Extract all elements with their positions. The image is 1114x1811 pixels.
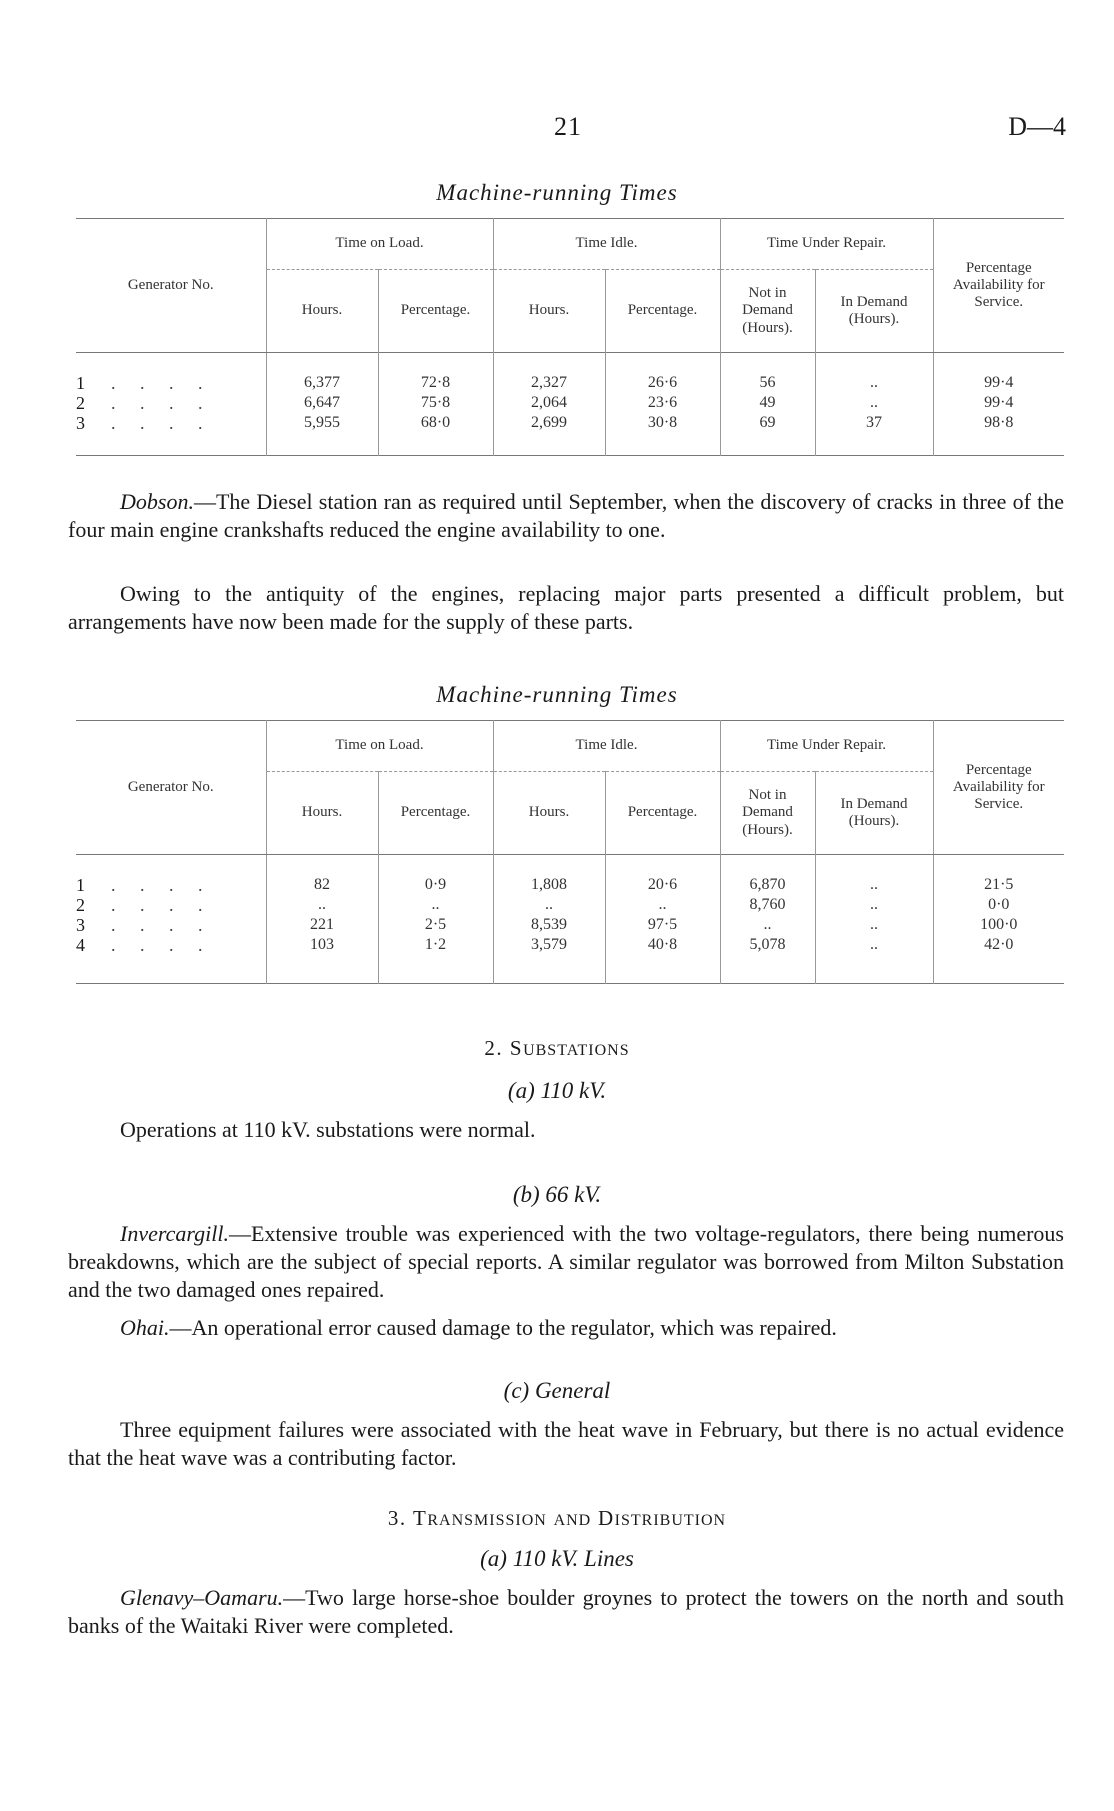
header-time-on-load: Time on Load. — [266, 219, 493, 270]
load-percentage-cell: 72·8 — [378, 373, 493, 393]
glenavy-lead: Glenavy–Oamaru. — [120, 1585, 284, 1610]
subheading-general: (c) General — [503, 1378, 611, 1403]
header-not-in-demand: Not in Demand (Hours). — [720, 270, 815, 353]
idle-hours-cell: 2,327 — [493, 373, 605, 393]
header-time-idle: Time Idle. — [493, 219, 720, 270]
machine-running-table-1 — [76, 218, 1064, 456]
in-demand-cell: 37 — [815, 413, 933, 433]
leader-dots: . . . . — [111, 875, 213, 895]
subheading-110kv: (a) 110 kV. — [507, 1078, 607, 1103]
invercargill-lead: Invercargill. — [120, 1221, 229, 1246]
table2-title: Machine-running Times — [436, 682, 678, 707]
idle-percentage-cell: .. — [605, 895, 720, 915]
idle-hours-cell: .. — [493, 895, 605, 915]
availability-cell: 100·0 — [933, 915, 1064, 935]
not-in-demand-cell: 49 — [720, 393, 815, 413]
leader-dots: . . . . — [111, 915, 213, 935]
generator-number: 1 — [76, 875, 85, 895]
leader-dots: . . . . — [111, 393, 213, 413]
dobson-paragraph-2 — [68, 580, 1064, 636]
leader-dots: . . . . — [111, 935, 213, 955]
header-time-under-repair: Time Under Repair. — [720, 721, 933, 772]
availability-cell: 99·4 — [933, 393, 1064, 413]
leader-dots: . . . . — [111, 373, 213, 393]
general-text: Three equipment failures were associated with the heat wave in February, but there is no actual evidence that the heat wave was a contributing factor. — [68, 1417, 1064, 1470]
operations-text: Operations at 110 kV. substations were normal. — [120, 1117, 536, 1142]
generator-number: 3 — [76, 413, 85, 433]
not-in-demand-cell: 6,870 — [720, 875, 815, 895]
dobson-text: —The Diesel station ran as required until September, when the discovery of cracks in three of the four main engine crankshafts reduced the engine availability to one. — [68, 489, 1064, 542]
load-hours-cell: 5,955 — [266, 413, 378, 433]
header-generator-no: Generator No. — [76, 219, 266, 353]
not-in-demand-cell: 56 — [720, 373, 815, 393]
load-percentage-cell: 68·0 — [378, 413, 493, 433]
in-demand-cell: .. — [815, 935, 933, 955]
load-percentage-cell: 75·8 — [378, 393, 493, 413]
load-hours-cell: 221 — [266, 915, 378, 935]
idle-percentage-cell: 40·8 — [605, 935, 720, 955]
section-number: 3. — [387, 1506, 407, 1530]
table-row — [76, 895, 1064, 915]
section-title-and: AND — [553, 1512, 592, 1529]
dobson-text-2: Owing to the antiquity of the engines, replacing major parts presented a difficult problem, but arrangements have now been made for the supply of these parts. — [68, 581, 1064, 634]
idle-hours-cell: 2,699 — [493, 413, 605, 433]
availability-cell: 99·4 — [933, 373, 1064, 393]
section-title-t-rest: RANSMISSION — [427, 1512, 547, 1529]
header-in-demand: In Demand (Hours). — [815, 772, 933, 855]
in-demand-cell: .. — [815, 915, 933, 935]
table1-title: Machine-running Times — [436, 180, 678, 205]
glenavy-text: —Two large horse-shoe boulder groynes to protect the towers on the north and south banks of the Waitaki River were completed. — [68, 1585, 1064, 1638]
load-hours-cell: .. — [266, 895, 378, 915]
load-percentage-cell: 0·9 — [378, 875, 493, 895]
operations-paragraph — [120, 1116, 1064, 1144]
table-row — [76, 875, 1064, 895]
invercargill-paragraph — [68, 1220, 1064, 1304]
dobson-paragraph — [68, 488, 1064, 544]
availability-cell: 0·0 — [933, 895, 1064, 915]
section-number: 2. — [484, 1036, 504, 1060]
header-availability: Percentage Availability for Service. — [933, 721, 1064, 855]
section-title-t: T — [413, 1506, 428, 1530]
idle-percentage-cell: 23·6 — [605, 393, 720, 413]
header-generator-no: Generator No. — [76, 721, 266, 855]
page-number: 21 — [554, 112, 582, 141]
availability-cell: 21·5 — [933, 875, 1064, 895]
header-in-demand: In Demand (Hours). — [815, 270, 933, 353]
table-row — [76, 935, 1064, 955]
idle-hours-cell: 2,064 — [493, 393, 605, 413]
idle-percentage-cell: 26·6 — [605, 373, 720, 393]
header-time-on-load: Time on Load. — [266, 721, 493, 772]
header-load-percentage: Percentage. — [378, 772, 493, 855]
idle-percentage-cell: 20·6 — [605, 875, 720, 895]
section-title-rest: UBSTATIONS — [523, 1042, 630, 1059]
header-idle-hours: Hours. — [493, 772, 605, 855]
in-demand-cell: .. — [815, 373, 933, 393]
load-percentage-cell: 2·5 — [378, 915, 493, 935]
header-load-hours: Hours. — [266, 772, 378, 855]
load-percentage-cell: .. — [378, 895, 493, 915]
generator-number: 2 — [76, 393, 85, 413]
table-row — [76, 373, 1064, 393]
header-idle-hours: Hours. — [493, 270, 605, 353]
header-idle-percentage: Percentage. — [605, 772, 720, 855]
table-row — [76, 413, 1064, 433]
availability-cell: 98·8 — [933, 413, 1064, 433]
load-hours-cell: 82 — [266, 875, 378, 895]
glenavy-paragraph — [68, 1584, 1064, 1640]
header-time-idle: Time Idle. — [493, 721, 720, 772]
document-reference: D—4 — [1008, 112, 1066, 141]
generator-number: 4 — [76, 935, 85, 955]
leader-dots: . . . . — [111, 413, 213, 433]
idle-percentage-cell: 30·8 — [605, 413, 720, 433]
ohai-text: —An operational error caused damage to the regulator, which was repaired. — [169, 1315, 837, 1340]
idle-hours-cell: 1,808 — [493, 875, 605, 895]
invercargill-text: —Extensive trouble was experienced with the two voltage-regulators, there being numerous breakdowns, which are the subject of special reports. A similar regulator was borrowed from Milton Substation and the two damaged ones repaired. — [68, 1221, 1064, 1302]
section-title-d-rest: ISTRIBUTION — [614, 1512, 727, 1529]
ohai-lead: Ohai. — [120, 1315, 170, 1340]
idle-percentage-cell: 97·5 — [605, 915, 720, 935]
load-hours-cell: 103 — [266, 935, 378, 955]
availability-cell: 42·0 — [933, 935, 1064, 955]
idle-hours-cell: 3,579 — [493, 935, 605, 955]
leader-dots: . . . . — [111, 895, 213, 915]
load-hours-cell: 6,377 — [266, 373, 378, 393]
in-demand-cell: .. — [815, 393, 933, 413]
in-demand-cell: .. — [815, 895, 933, 915]
section-title-cap: S — [509, 1036, 524, 1060]
header-load-percentage: Percentage. — [378, 270, 493, 353]
section-title-d: D — [597, 1506, 615, 1530]
not-in-demand-cell: 5,078 — [720, 935, 815, 955]
machine-running-table-2 — [76, 720, 1064, 984]
header-not-in-demand: Not in Demand (Hours). — [720, 772, 815, 855]
header-load-hours: Hours. — [266, 270, 378, 353]
not-in-demand-cell: 69 — [720, 413, 815, 433]
load-percentage-cell: 1·2 — [378, 935, 493, 955]
subheading-110kv-lines: (a) 110 kV. Lines — [480, 1546, 634, 1571]
general-paragraph — [68, 1416, 1064, 1472]
dobson-lead: Dobson. — [120, 489, 194, 514]
subheading-66kv: (b) 66 kV. — [512, 1182, 602, 1207]
idle-hours-cell: 8,539 — [493, 915, 605, 935]
header-availability: Percentage Availability for Service. — [933, 219, 1064, 353]
load-hours-cell: 6,647 — [266, 393, 378, 413]
generator-number: 2 — [76, 895, 85, 915]
not-in-demand-cell: .. — [720, 915, 815, 935]
section-heading-transmission — [0, 1506, 1114, 1531]
header-idle-percentage: Percentage. — [605, 270, 720, 353]
table-row — [76, 393, 1064, 413]
not-in-demand-cell: 8,760 — [720, 895, 815, 915]
generator-number: 1 — [76, 373, 85, 393]
in-demand-cell: .. — [815, 875, 933, 895]
table-row — [76, 915, 1064, 935]
generator-number: 3 — [76, 915, 85, 935]
page-header — [0, 112, 1114, 152]
ohai-paragraph — [68, 1314, 1064, 1342]
header-time-under-repair: Time Under Repair. — [720, 219, 933, 270]
section-heading-substations — [0, 1036, 1114, 1061]
